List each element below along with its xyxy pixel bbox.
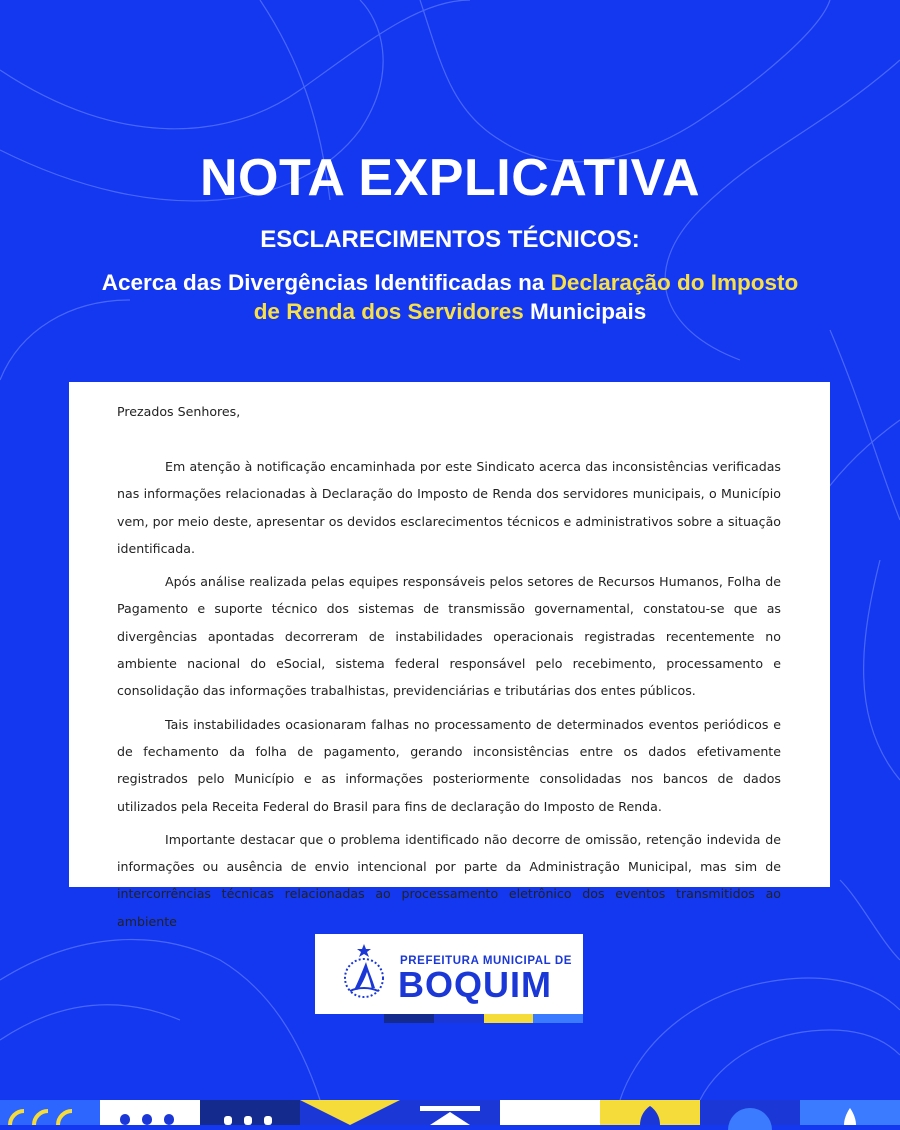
logo-prefeitura-text: PREFEITURA MUNICIPAL DE (400, 955, 573, 967)
footer-tile (200, 1100, 300, 1125)
boquim-emblem-icon (338, 944, 390, 1000)
page-description (100, 268, 800, 326)
document-paragraph: Importante destacar que o problema identificado não decorre de omissão, retenção indevida de informações ou ausência de envio intencional por parte da Administração Municipal, mas sim de intercorrências técnicas relacionadas ao processamento eletrônico dos eventos transmitidos ao ambiente (117, 831, 781, 929)
page-title: NOTA EXPLICATIVA (199, 149, 701, 207)
document-paragraph: Tais instabilidades ocasionaram falhas no processamento de determinados eventos periódicos e de fechamento da folha de pagamento, gerando inconsistências entre os dados efetivamente registrados pelo Município e as informações posteriormente consolidadas nos bancos de dados utilizados pela Receita Federal do Brasil para fins de declaração do Imposto de Renda. (117, 716, 781, 814)
document-paragraph: Em atenção à notificação encaminhada por este Sindicato acerca das inconsistências verificadas nas informações relacionadas à Declaração do Imposto de Renda dos servidores municipais, o Município vem, por meio deste, apresentar os devidos esclarecimentos técnicos e administrativos sobre a situação identificada. (117, 459, 781, 556)
footer-tile (0, 1100, 100, 1125)
footer-tile (400, 1100, 500, 1125)
document-excerpt (69, 382, 830, 929)
description-text: Acerca das Divergências Identificadas na (101, 270, 551, 295)
document-paragraph: Após análise realizada pelas equipes responsáveis pelos setores de Recursos Humanos, Folha de Pagamento e suporte técnico dos sistemas de transmissão governamental, constatou-se que as divergências apontadas decorreram de instabilidades operacionais registradas recentemente no ambiente nacional do eSocial, sistema federal responsável pelo recebimento, processamento e consolidação das informações trabalhistas, previdenciárias e tributárias dos entes públicos. (117, 574, 781, 699)
description-text-end: Municipais (523, 299, 647, 324)
footer-tile (100, 1100, 200, 1125)
page-subtitle: ESCLARECIMENTOS TÉCNICOS: (260, 226, 640, 253)
footer-pattern (0, 1100, 900, 1125)
document-greeting: Prezados Senhores, (117, 404, 241, 419)
footer-tile (500, 1100, 600, 1125)
footer-tile (700, 1100, 800, 1125)
logo-boquim-text: BOQUIM (398, 964, 552, 1005)
description-highlight: Declaração do Imposto de Renda dos Servidores (253, 270, 799, 324)
footer-tile (300, 1100, 400, 1125)
footer-tile (800, 1100, 900, 1125)
footer-tile (600, 1100, 700, 1125)
logo-color-bar (384, 1014, 583, 1023)
